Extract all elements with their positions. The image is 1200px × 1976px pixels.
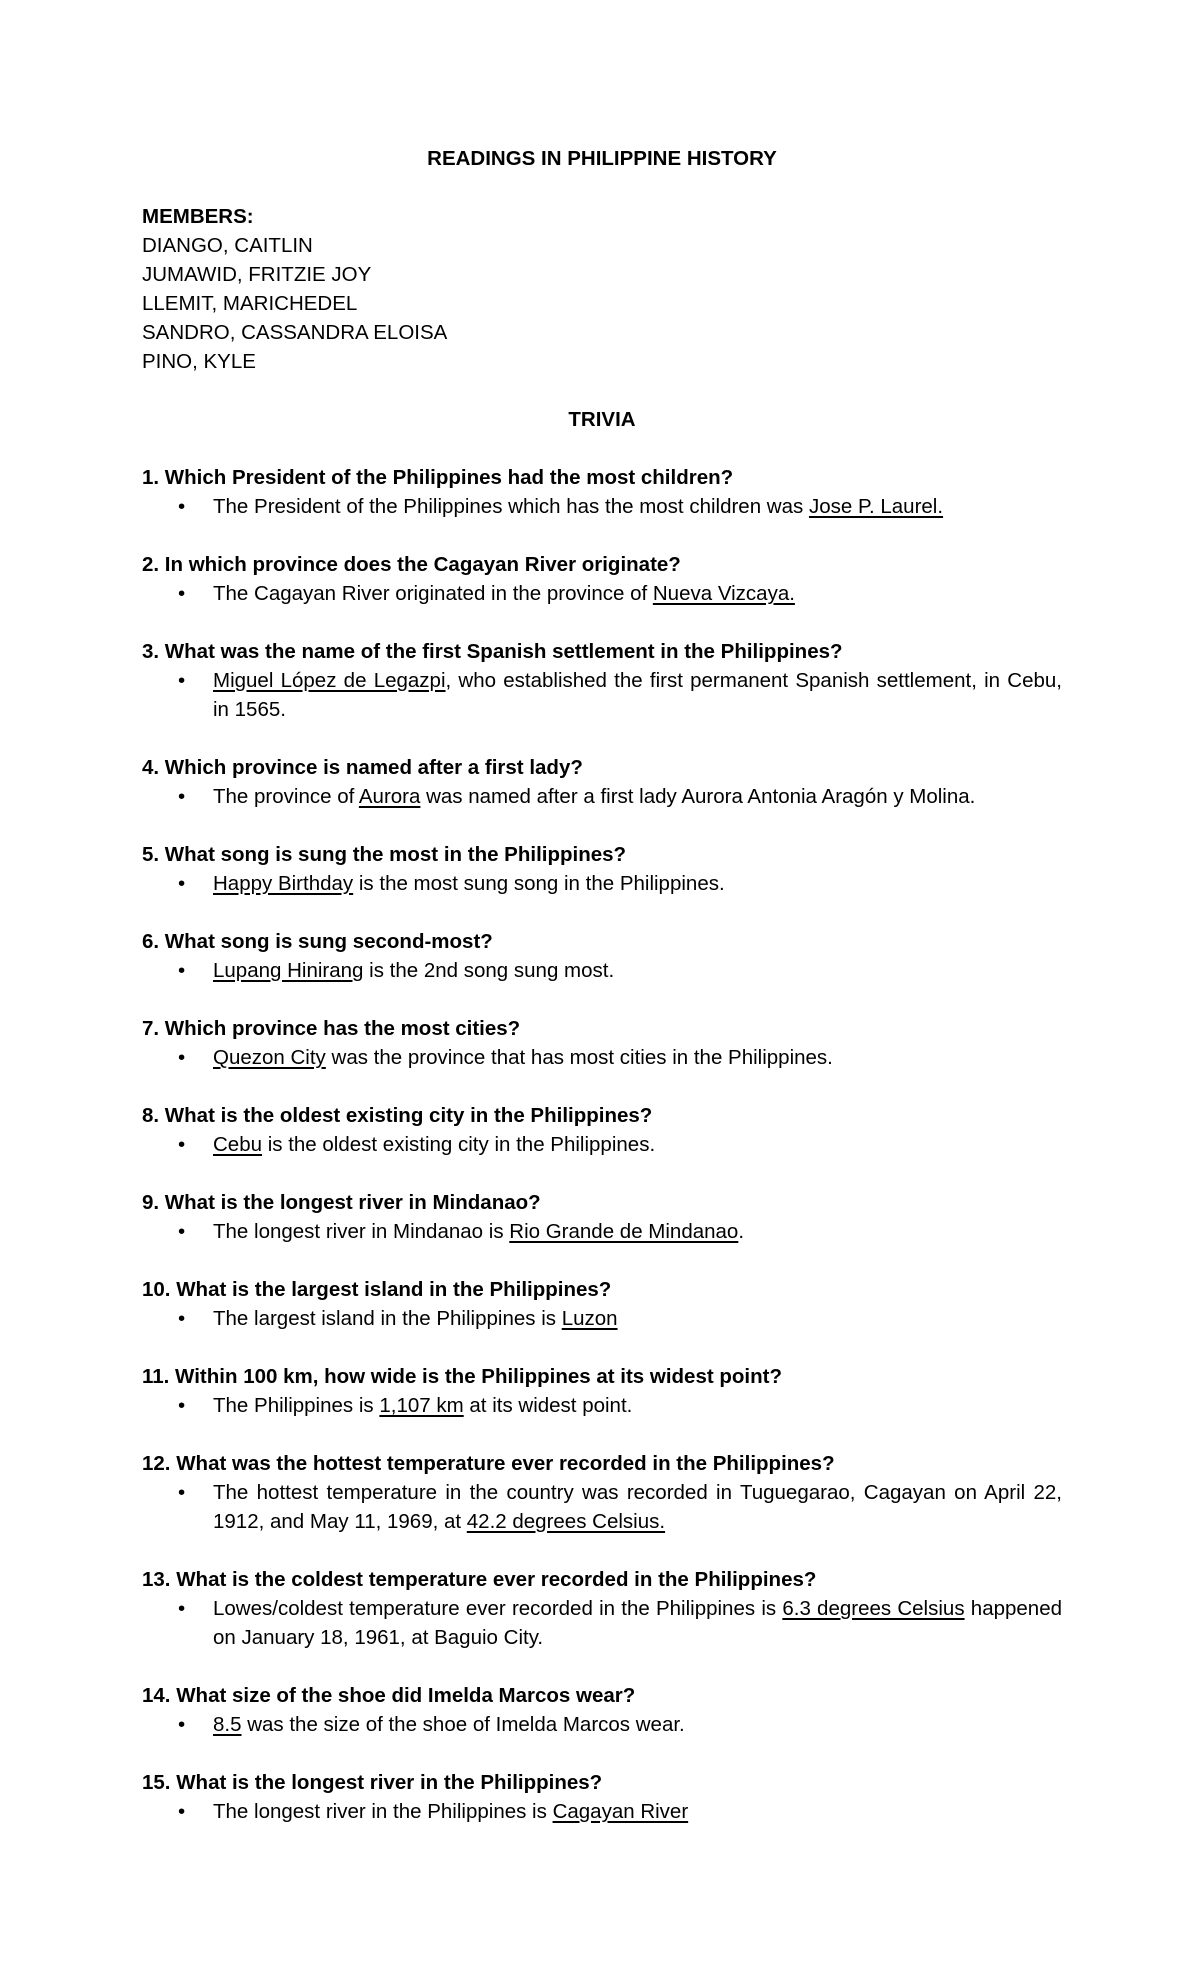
- trivia-answer: [142, 492, 1062, 521]
- trivia-answer: [142, 1043, 1062, 1072]
- answer-text: was named after a first lady Aurora Antonia Aragón y Molina.: [420, 785, 976, 808]
- answer-highlight: Miguel López de Legazpi: [213, 669, 446, 692]
- trivia-answer: [142, 956, 1062, 985]
- trivia-item: [142, 840, 1062, 898]
- trivia-answer: [142, 1594, 1062, 1652]
- members-block: [142, 202, 1062, 376]
- trivia-answer: [142, 1710, 1062, 1739]
- trivia-answer: [142, 1797, 1062, 1826]
- trivia-item: [142, 1101, 1062, 1159]
- trivia-answer: [142, 1391, 1062, 1420]
- bullet-icon: •: [178, 495, 186, 518]
- answer-text: Lowes/coldest temperature ever recorded in the Philippines is: [213, 1597, 783, 1620]
- trivia-question: 9. What is the longest river in Mindanao?: [142, 1191, 541, 1214]
- trivia-question: 5. What song is sung the most in the Philippines?: [142, 843, 627, 866]
- member-name: JUMAWID, FRITZIE JOY: [142, 263, 372, 286]
- trivia-answer: [142, 1130, 1062, 1159]
- trivia-question: 2. In which province does the Cagayan River originate?: [142, 553, 681, 576]
- bullet-icon: •: [178, 1394, 186, 1417]
- answer-highlight: Jose P. Laurel.: [808, 495, 944, 518]
- answer-highlight: 42.2 degrees Celsius.: [466, 1510, 666, 1533]
- trivia-item: [142, 1565, 1062, 1652]
- bullet-icon: •: [178, 1046, 186, 1069]
- trivia-item: [142, 927, 1062, 985]
- trivia-answer: [142, 579, 1062, 608]
- answer-text: is the 2nd song sung most.: [363, 959, 615, 982]
- trivia-item: [142, 1681, 1062, 1739]
- member-name: PINO, KYLE: [142, 350, 256, 373]
- answer-highlight: 1,107 km: [379, 1394, 464, 1417]
- bullet-icon: •: [178, 959, 186, 982]
- trivia-list: [142, 463, 1062, 1826]
- member-name: LLEMIT, MARICHEDEL: [142, 292, 358, 315]
- trivia-question: 13. What is the coldest temperature ever recorded in the Philippines?: [142, 1568, 817, 1591]
- trivia-answer: [142, 666, 1062, 724]
- bullet-icon: •: [178, 1481, 186, 1504]
- bullet-icon: •: [178, 1713, 186, 1736]
- answer-text: happened on January 18, 1961, at Baguio City.: [213, 1597, 1063, 1649]
- answer-text: .: [738, 1220, 745, 1243]
- trivia-question: 11. Within 100 km, how wide is the Philippines at its widest point?: [142, 1365, 782, 1388]
- answer-text: The province of: [213, 785, 359, 808]
- trivia-question: 14. What size of the shoe did Imelda Marcos wear?: [142, 1684, 636, 1707]
- answer-highlight: Rio Grande de Mindanao: [509, 1220, 739, 1243]
- member-name: DIANGO, CAITLIN: [142, 234, 313, 257]
- trivia-item: [142, 1188, 1062, 1246]
- answer-text: at its widest point.: [463, 1394, 633, 1417]
- answer-highlight: Luzon: [561, 1307, 618, 1330]
- trivia-item: [142, 1362, 1062, 1420]
- answer-highlight: Aurora: [358, 785, 421, 808]
- answer-highlight: Quezon City: [213, 1046, 326, 1069]
- answer-text: was the size of the shoe of Imelda Marcos wear.: [241, 1713, 685, 1736]
- trivia-question: 1. Which President of the Philippines had the most children?: [142, 466, 734, 489]
- answer-text: was the province that has most cities in the Philippines.: [325, 1046, 833, 1069]
- bullet-icon: •: [178, 1220, 186, 1243]
- bullet-icon: •: [178, 872, 186, 895]
- trivia-question: 4. Which province is named after a first lady?: [142, 756, 583, 779]
- answer-highlight: Happy Birthday: [213, 872, 354, 895]
- trivia-question: 8. What is the oldest existing city in the Philippines?: [142, 1104, 653, 1127]
- trivia-answer: [142, 782, 1062, 811]
- answer-text: The President of the Philippines which has the most children was: [213, 495, 809, 518]
- document-title: READINGS IN PHILIPPINE HISTORY: [427, 147, 777, 170]
- answer-highlight: 6.3 degrees Celsius: [782, 1597, 965, 1620]
- answer-highlight: 8.5: [213, 1713, 242, 1736]
- member-name: SANDRO, CASSANDRA ELOISA: [142, 321, 448, 344]
- trivia-question: 12. What was the hottest temperature ever recorded in the Philippines?: [142, 1452, 835, 1475]
- trivia-item: [142, 1275, 1062, 1333]
- trivia-question: 10. What is the largest island in the Philippines?: [142, 1278, 612, 1301]
- bullet-icon: •: [178, 785, 186, 808]
- trivia-question: 15. What is the longest river in the Philippines?: [142, 1771, 603, 1794]
- answer-text: , who established the first permanent Spanish settlement, in Cebu, in 1565.: [213, 669, 1062, 721]
- trivia-item: [142, 637, 1062, 724]
- trivia-question: 3. What was the name of the first Spanish settlement in the Philippines?: [142, 640, 843, 663]
- trivia-item: [142, 753, 1062, 811]
- bullet-icon: •: [178, 1133, 186, 1156]
- trivia-item: [142, 1449, 1062, 1536]
- answer-text: is the most sung song in the Philippines.: [353, 872, 725, 895]
- answer-highlight: Cagayan River: [552, 1800, 689, 1823]
- members-heading: MEMBERS:: [142, 205, 254, 228]
- answer-highlight: Lupang Hinirang: [213, 959, 364, 982]
- answer-highlight: Cebu: [213, 1133, 263, 1156]
- trivia-answer: [142, 1478, 1062, 1536]
- answer-text: The hottest temperature in the country was recorded in Tuguegarao, Cagayan on April 22, 1912, and May 11, 1969, at: [213, 1481, 1062, 1533]
- answer-text: The longest river in Mindanao is: [213, 1220, 510, 1243]
- trivia-question: 7. Which province has the most cities?: [142, 1017, 521, 1040]
- bullet-icon: •: [178, 1307, 186, 1330]
- bullet-icon: •: [178, 669, 186, 692]
- bullet-icon: •: [178, 582, 186, 605]
- trivia-answer: [142, 1217, 1062, 1246]
- answer-text: The longest river in the Philippines is: [213, 1800, 553, 1823]
- trivia-question: 6. What song is sung second-most?: [142, 930, 493, 953]
- trivia-answer: [142, 1304, 1062, 1333]
- trivia-item: [142, 1014, 1062, 1072]
- answer-text: The Philippines is: [213, 1394, 380, 1417]
- answer-text: The Cagayan River originated in the province of: [213, 582, 653, 605]
- answer-text: is the oldest existing city in the Philippines.: [262, 1133, 656, 1156]
- answer-highlight: Nueva Vizcaya.: [652, 582, 795, 605]
- trivia-heading: TRIVIA: [568, 408, 636, 431]
- trivia-answer: [142, 869, 1062, 898]
- bullet-icon: •: [178, 1597, 186, 1620]
- bullet-icon: •: [178, 1800, 186, 1823]
- trivia-item: [142, 1768, 1062, 1826]
- trivia-item: [142, 550, 1062, 608]
- answer-text: The largest island in the Philippines is: [213, 1307, 562, 1330]
- trivia-item: [142, 463, 1062, 521]
